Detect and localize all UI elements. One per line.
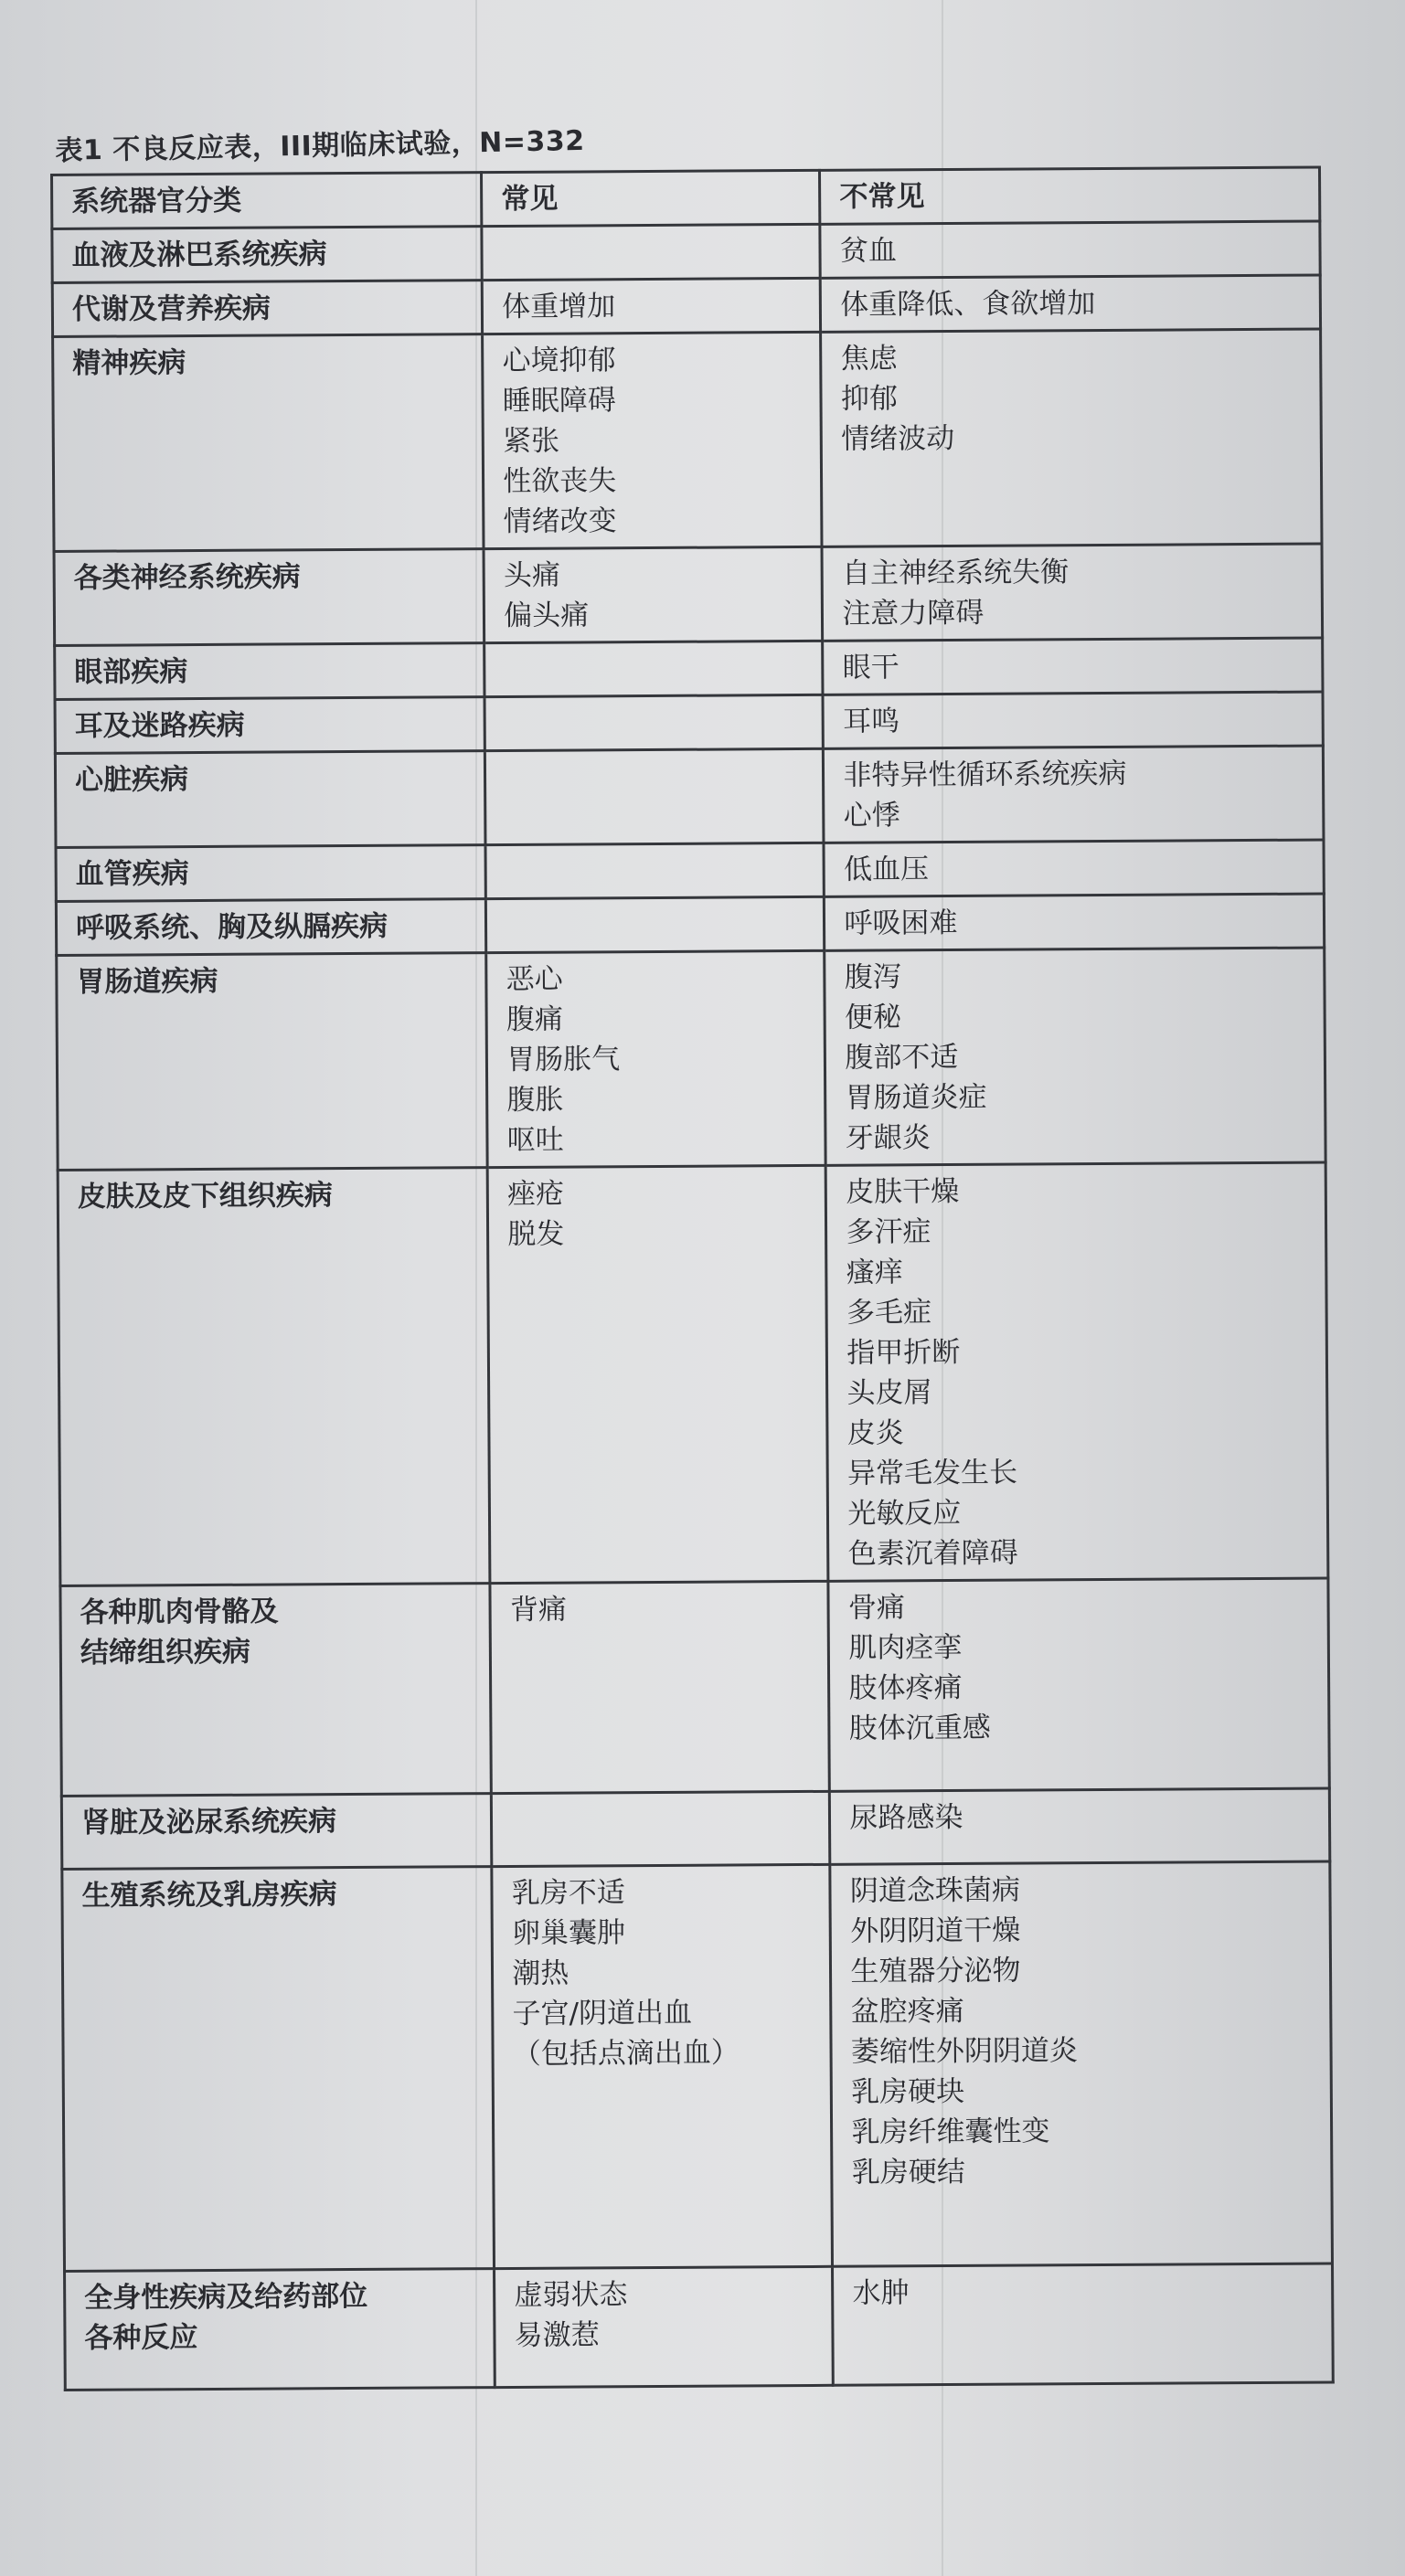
cell-line: 痤疮 — [506, 1177, 565, 1211]
cell-line: 胃肠道炎症 — [845, 1080, 987, 1115]
table-row — [56, 840, 1324, 901]
cell-line: 心脏疾病 — [74, 763, 189, 797]
cell-line: 皮炎 — [846, 1416, 904, 1450]
cell-line: 乳房硬块 — [851, 2074, 965, 2109]
common-cell — [486, 896, 825, 952]
category-cell — [54, 549, 484, 646]
cell-line: 潮热 — [512, 1956, 569, 1990]
category-cell — [62, 1867, 495, 2272]
category-cell — [55, 751, 485, 848]
common-cell — [487, 1165, 828, 1583]
common-cell — [484, 694, 823, 750]
table-row — [55, 746, 1324, 847]
table-caption: 表1 不良反应表，III期临床试验，N=332 — [55, 124, 585, 167]
uncommon-cell — [826, 1162, 1328, 1581]
table-row — [55, 638, 1323, 699]
cell-line: 各种反应 — [84, 2321, 198, 2355]
common-cell — [495, 2266, 834, 2387]
cell-line: 肾脏及泌尿系统疾病 — [80, 1805, 337, 1839]
cell-line: 各类神经系统疾病 — [73, 560, 301, 595]
cell-line: 腹部不适 — [845, 1040, 959, 1075]
cell-line: 耳鸣 — [842, 705, 900, 738]
category-cell — [56, 899, 486, 956]
common-cell — [486, 950, 826, 1167]
cell-line: 心悸 — [843, 799, 900, 832]
cell-line: 胃肠胀气 — [506, 1043, 621, 1076]
cell-line: 精神疾病 — [72, 346, 186, 380]
cell-line: 乳房纤维囊性变 — [851, 2115, 1050, 2149]
cell-line: 偏头痛 — [504, 599, 590, 632]
cell-line: 生殖器分泌物 — [850, 1954, 1021, 1988]
cell-line: 萎缩性外阴阴道炎 — [850, 2034, 1079, 2069]
table-row — [57, 948, 1325, 1170]
cell-line: 子宫/阴道出血 — [512, 1996, 693, 2030]
uncommon-cell — [825, 948, 1325, 1165]
cell-line: 恶心 — [506, 962, 563, 996]
cell-line: 心境抑郁 — [502, 344, 616, 377]
cell-line: 瘙痒 — [846, 1256, 903, 1289]
table-row — [53, 329, 1322, 551]
cell-line: 性欲丧失 — [503, 464, 617, 498]
cell-line: 贫血 — [839, 234, 898, 268]
cell-line: 便秘 — [844, 1001, 902, 1034]
common-cell — [485, 843, 824, 898]
cell-line: 多汗症 — [846, 1215, 931, 1249]
table-row — [62, 1861, 1333, 2271]
uncommon-cell — [822, 544, 1322, 641]
cell-line: 卵巢囊肿 — [511, 1916, 626, 1950]
category-cell — [65, 2269, 495, 2390]
common-cell — [492, 1864, 833, 2268]
cell-line: 非特异性循环系统疾病 — [843, 757, 1127, 792]
cell-line: 头皮屑 — [846, 1376, 932, 1410]
cell-line: 情绪波动 — [841, 421, 955, 456]
cell-line: 血液及淋巴系统疾病 — [71, 238, 327, 272]
uncommon-cell — [830, 1861, 1332, 2266]
category-cell — [55, 643, 485, 700]
adverse-reaction-table — [50, 166, 1335, 2391]
uncommon-cell — [830, 1788, 1330, 1864]
cell-line: 呕吐 — [506, 1123, 564, 1157]
cell-line: 尿路感染 — [849, 1800, 963, 1835]
cell-line: 各种肌肉骨骼及 — [80, 1595, 279, 1629]
category-cell — [53, 334, 484, 552]
uncommon-cell — [821, 329, 1322, 546]
common-cell — [492, 1791, 831, 1866]
table-row — [56, 894, 1324, 955]
cell-line: 背痛 — [509, 1593, 567, 1627]
uncommon-cell — [828, 1578, 1329, 1791]
table-row — [55, 692, 1323, 753]
cell-line: 易激惹 — [514, 2318, 600, 2352]
header-category: 系统器官分类 — [52, 173, 483, 229]
uncommon-cell — [825, 894, 1325, 950]
cell-line: 焦虑 — [840, 342, 898, 376]
uncommon-cell — [823, 638, 1323, 694]
cell-line: 外阴阴道干燥 — [850, 1913, 1021, 1948]
cell-line: 阴道念珠菌病 — [849, 1873, 1020, 1908]
cell-line: 肢体疼痛 — [848, 1670, 963, 1705]
category-cell — [61, 1794, 492, 1870]
cell-line: 光敏反应 — [847, 1496, 962, 1531]
uncommon-cell — [821, 275, 1321, 332]
cell-line: 呼吸系统、胸及纵膈疾病 — [75, 909, 389, 945]
cell-line: 生殖系统及乳房疾病 — [81, 1878, 337, 1913]
category-cell — [58, 1168, 490, 1586]
cell-line: 胃肠道疾病 — [76, 964, 218, 999]
cell-line: 耳及迷路疾病 — [74, 708, 245, 743]
category-cell — [56, 845, 486, 902]
common-cell — [490, 1581, 830, 1793]
header-common: 常见 — [482, 170, 820, 226]
cell-line: 情绪改变 — [503, 504, 617, 538]
category-cell — [55, 697, 485, 754]
cell-line: 紧张 — [502, 424, 560, 458]
cell-line: 水肿 — [852, 2276, 910, 2310]
table-row — [65, 2263, 1334, 2390]
table-row — [54, 544, 1323, 645]
cell-line: 抑郁 — [840, 382, 899, 416]
common-cell — [484, 546, 823, 642]
cell-line: 脱发 — [507, 1217, 565, 1251]
cell-line: 虚弱状态 — [514, 2278, 628, 2312]
uncommon-cell — [820, 221, 1320, 278]
cell-line: 自主神经系统失衡 — [841, 556, 1070, 590]
cell-line: 肌肉痉挛 — [848, 1630, 963, 1665]
cell-line: 头痛 — [503, 558, 561, 592]
cell-line: 呼吸困难 — [844, 906, 958, 940]
uncommon-cell — [824, 746, 1324, 843]
cell-line: 乳房硬结 — [851, 2155, 965, 2189]
category-cell — [52, 281, 483, 337]
table-row — [58, 1162, 1328, 1585]
common-cell — [484, 641, 823, 696]
cell-line: 牙龈炎 — [845, 1121, 931, 1155]
uncommon-cell — [824, 840, 1324, 896]
cell-line: 低血压 — [843, 853, 930, 886]
table-row — [61, 1788, 1329, 1869]
cell-line: 异常毛发生长 — [846, 1456, 1018, 1490]
cell-line: 盆腔疼痛 — [850, 1994, 964, 2029]
cell-line: 乳房不适 — [511, 1876, 625, 1910]
cell-line: 骨痛 — [847, 1591, 906, 1625]
cell-line: 眼干 — [842, 651, 899, 684]
cell-line: 色素沉着障碍 — [847, 1536, 1018, 1571]
cell-line: 腹胀 — [506, 1083, 564, 1117]
cell-line: 腹痛 — [506, 1002, 564, 1036]
table-row — [52, 221, 1320, 282]
cell-line: 睡眠障碍 — [502, 384, 616, 418]
cell-line: 皮肤及皮下组织疾病 — [77, 1179, 333, 1214]
cell-line: 体重降低、食欲增加 — [840, 287, 1096, 322]
cell-line: 体重增加 — [502, 290, 616, 323]
common-cell — [482, 224, 820, 280]
table-row — [60, 1578, 1329, 1796]
category-cell — [57, 953, 488, 1171]
category-cell — [60, 1584, 492, 1797]
cell-line: 注意力障碍 — [842, 596, 985, 631]
cell-line: （包括点滴出血） — [512, 2036, 740, 2071]
cell-line: 结缔组织疾病 — [80, 1635, 250, 1670]
cell-line: 肢体沉重感 — [848, 1711, 991, 1745]
header-uncommon: 不常见 — [820, 167, 1320, 224]
uncommon-cell — [833, 2263, 1333, 2385]
common-cell — [483, 332, 823, 548]
category-cell — [52, 227, 483, 283]
table-row — [52, 275, 1320, 336]
table-body — [52, 221, 1333, 2390]
common-cell — [485, 748, 825, 844]
cell-line: 血管疾病 — [75, 857, 189, 891]
cell-line: 指甲折断 — [846, 1335, 961, 1370]
table-header-row — [52, 167, 1320, 228]
common-cell — [482, 278, 820, 334]
cell-line: 代谢及营养疾病 — [71, 292, 271, 326]
cell-line: 眼部疾病 — [74, 655, 188, 689]
uncommon-cell — [823, 692, 1323, 748]
cell-line: 腹泻 — [844, 960, 901, 994]
cell-line: 全身性疾病及给药部位 — [84, 2279, 368, 2315]
cell-line: 多毛症 — [846, 1296, 932, 1330]
cell-line: 皮肤干燥 — [846, 1174, 960, 1209]
